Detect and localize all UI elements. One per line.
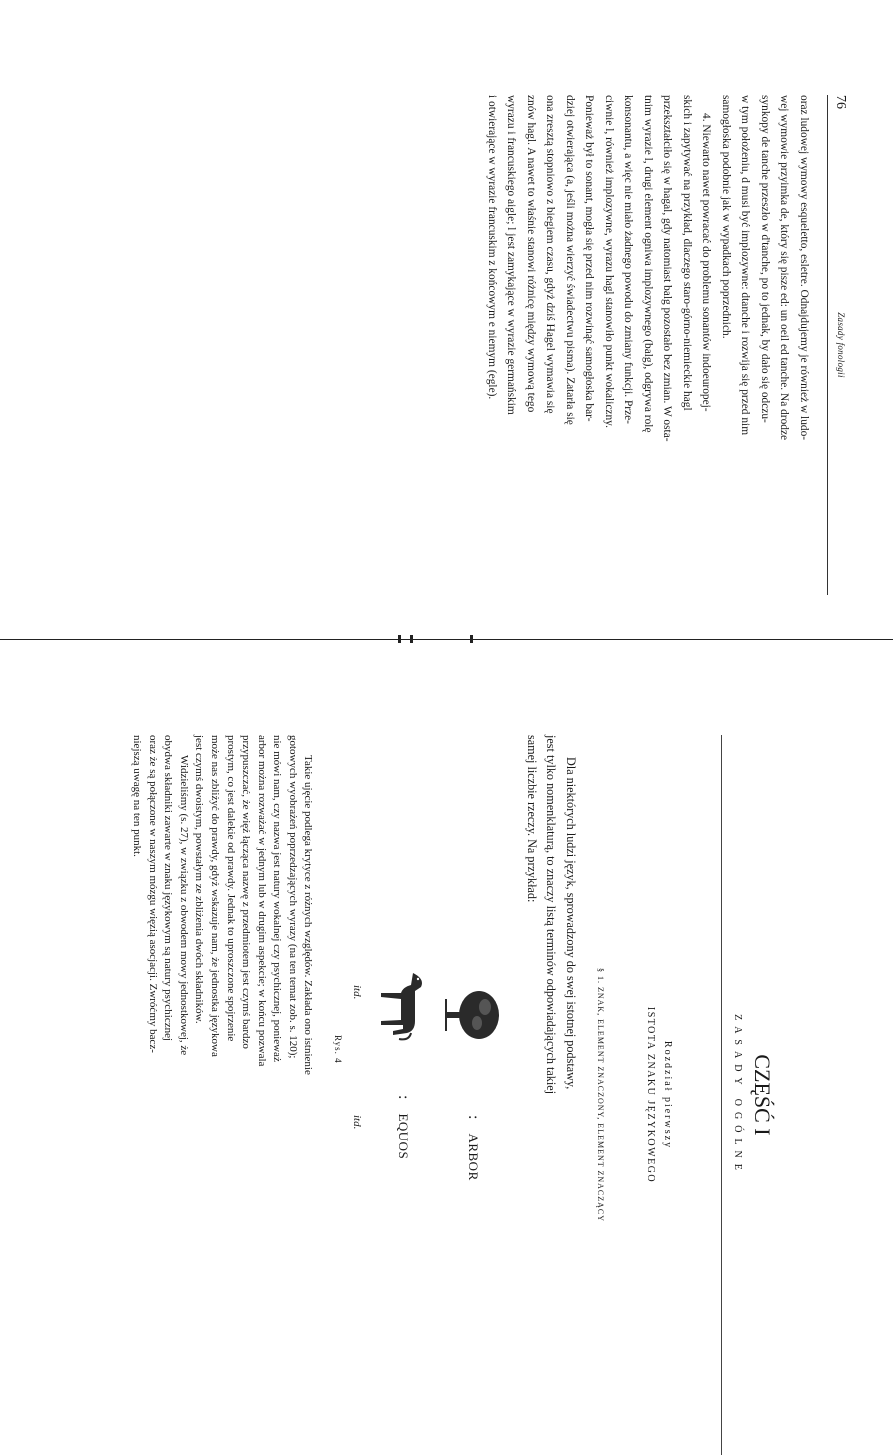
- text-line: Dla niektórych ludzi język, sprowadzony do swej istotnej podstawy,: [564, 757, 578, 1090]
- figure-row-horse: [374, 965, 434, 1159]
- text-line: znów hagl. A nawet to właśnie stanowi różnicę między wymową tego: [525, 95, 537, 413]
- figure-colon: :: [465, 1115, 483, 1120]
- text-line: wej wymowie przyimka de, który się pisze ed: un oeil ed tanche. Na drodze: [778, 95, 791, 441]
- lower-page: [130, 735, 785, 1455]
- text-line: ciwnie l, również implozywne, wyrazu hagl stanowiło punkt wokaliczny.: [603, 95, 615, 428]
- tree-illustration: [444, 985, 504, 1045]
- text-line: prostym, co jest dalekie od prawdy. Jednak to uproszczone spojrzenie: [224, 735, 237, 1042]
- fold-line: [0, 639, 893, 640]
- running-title: Zasady fonologii: [836, 312, 846, 378]
- text-line: dziej otwierająca (a, jeśli można wierzyć świadectwu pisma). Zatarła się: [564, 95, 576, 425]
- section-title: § 1. ZNAK, ELEMENT ZNACZONY, ELEMENT ZNACZĄCY: [596, 967, 605, 1223]
- text-line: Widzieliśmy (s. 27), w związku z obwodem mowy jednostkowej, że: [177, 755, 190, 1056]
- figure-row-tree: [444, 985, 504, 1181]
- figure-word-arbor: ARBOR: [466, 1133, 482, 1181]
- text-line: samej liczbie rzeczy. Na przykład:: [525, 735, 539, 903]
- chapter-label: Rozdział pierwszy: [662, 1040, 673, 1150]
- figure-colon: :: [395, 1095, 413, 1100]
- text-line: niejszą uwagę na ten punkt.: [130, 735, 143, 857]
- text-line: nie mówi nam, czy nazwa jest natury wokalnej czy psychicznej, ponieważ: [271, 735, 284, 1062]
- figure-4: [332, 735, 512, 1455]
- fold-mark: [410, 635, 413, 643]
- text-line: konsonantu, a więc nie miało żadnego powodu do zmiany funkcji. Prze-: [622, 95, 635, 424]
- part-title: CZĘŚĆ I: [750, 1054, 775, 1136]
- text-line: synkopy de tanche przeszło w d'tanche, po to jednak, by dało się odczu-: [759, 95, 771, 423]
- text-line: oraz że są połączone w naszym mózgu więzią asocjacji. Zwróćmy bacz-: [146, 735, 159, 1053]
- text-line: 4. Niewarto nawet powracać do problemu sonantów indoeuropej-: [700, 113, 713, 412]
- upper-body-text: [482, 95, 814, 595]
- body-text: [128, 735, 315, 1455]
- page-number: 76: [833, 95, 848, 109]
- text-line: obydwa składniki zawarte w znaku językowym są natury psychicznej: [162, 735, 175, 1042]
- figure-caption: Rys. 4: [333, 1035, 344, 1064]
- text-line: gotowych wyobrażeń poprzedzających wyrazy (na ten temat zob. s. 120);: [286, 735, 299, 1059]
- text-line: Takie ujęcie podlega krytyce z różnych względów. Zakłada ono istnienie: [302, 755, 315, 1075]
- text-line: przypuszczać, że więź łącząca nazwę z przedmiotem jest czymś bardzo: [240, 735, 253, 1049]
- text-line: wyrazu i francuskiego aigle; l jest zamykające w wyrazie germańskim: [505, 95, 518, 415]
- text-line: w tym położeniu, d musi być implozywne: dtanche i rozwija się przed nim: [739, 95, 752, 436]
- title-rule: [721, 735, 722, 1455]
- fold-mark: [470, 635, 473, 643]
- figure-word-equos: EQUOS: [396, 1113, 412, 1160]
- text-line: Ponieważ był to sonant, mogła się przed nim rozwinąć samogłoska bar-: [583, 95, 596, 422]
- text-line: jest tylko nomenklaturą, to znaczy listą terminów odpowiadających takiej: [544, 735, 559, 1095]
- text-line: ona zresztą stopniowo z biegiem czasu, gdyż dziś Hagel wymawia się: [544, 95, 557, 414]
- page-fold-divider: [0, 632, 893, 646]
- fold-mark: [398, 635, 401, 643]
- text-line: jest czymś dwoistym, powstałym ze zbliżenia dwóch składników.: [193, 735, 206, 1024]
- figure-etc-left: itd.: [351, 985, 364, 1000]
- running-head: [827, 95, 850, 595]
- text-line: skich i zapytywać na przykład, dlaczego staro-górno-niemieckie hagl: [681, 95, 693, 411]
- part-subtitle: ZASADY OGÓLNE: [732, 1014, 743, 1176]
- intro-text: [522, 735, 581, 1455]
- horse-illustration: [374, 965, 434, 1045]
- upper-page: [486, 95, 850, 595]
- text-line: samogłoska podobnie jak w wypadkach poprzednich.: [720, 95, 732, 339]
- text-line: tnim wyrazie l, drugi element ogniwa implozywnego (balg), odgrywa rolę: [642, 95, 654, 433]
- text-line: oraz ludowej wymowy esqueletto, esletre. Odnajdujemy je również w ludo-: [798, 95, 810, 441]
- figure-etc-right: itd.: [351, 1115, 364, 1130]
- text-line: arbor można rozważać w jednym lub w drugim aspekcie; w końcu pozwala: [255, 735, 268, 1067]
- chapter-title: ISTOTA ZNAKU JĘZYKOWEGO: [645, 1006, 656, 1184]
- text-line: może nas zbliżyć do prawdy, gdyż wskazuje nam, że jednostka językowa: [208, 735, 221, 1057]
- text-line: przekształciło się w hagal, gdy natomiast balg pozostało bez zmian. W osta-: [661, 95, 674, 442]
- text-line: i otwierające w wyrazie francuskim z końcowym e niemym (egle).: [486, 95, 498, 400]
